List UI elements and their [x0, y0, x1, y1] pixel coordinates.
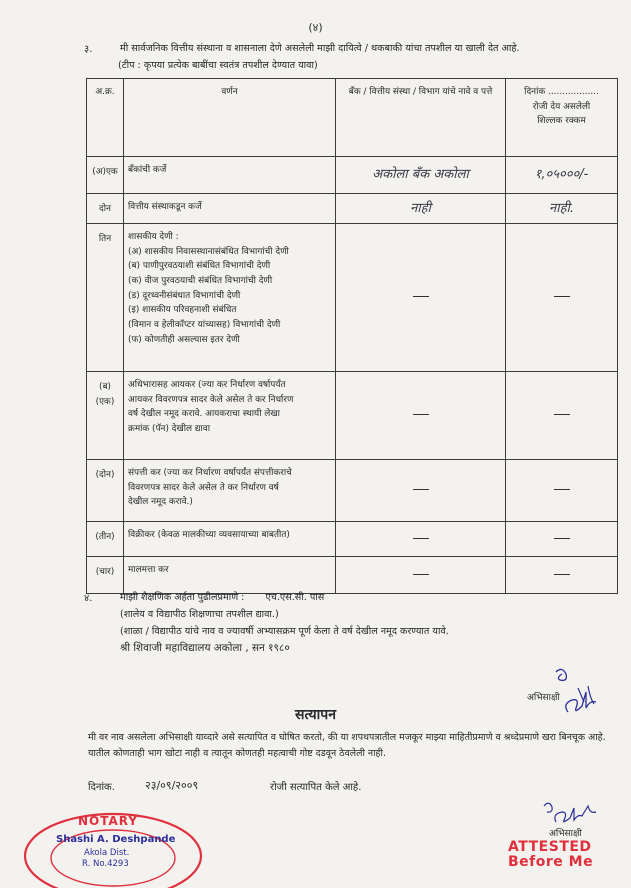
row-amount — [506, 557, 618, 594]
education-label: माझी शैक्षणिक अर्हता पुढीलप्रमाणे : — [120, 592, 245, 603]
row-description — [124, 557, 336, 594]
row-bank — [336, 372, 506, 460]
section-3-note: (टीप : कृपया प्रत्येक बाबींचा स्वतंत्र तपशील देण्यात यावा) — [118, 60, 318, 71]
header-amount-balance: शिल्लक रक्कम — [537, 116, 586, 127]
header-serial: अ.क्र. — [87, 79, 124, 157]
row-description-line: वित्तीय संस्थाकडून कर्जे — [128, 202, 202, 212]
row-amount — [506, 194, 618, 224]
row-description-line: विक्रीकर (केवळ मालकीच्या व्यवसायाच्या बाबतीत) — [128, 530, 290, 540]
row-description-line: विवरणपत्र सादर केले असेल ते कर निर्धारण वर्ष — [128, 482, 279, 493]
dash-mark — [413, 414, 429, 415]
date-suffix: रोजी सत्यापित केले आहे. — [270, 782, 362, 793]
handwritten-bank: नाही — [410, 200, 431, 216]
row-description-line: (क) वीज पुरवठयाची संबंधित विभागांची देणी — [128, 276, 273, 287]
page-number: (४) — [308, 21, 323, 34]
row-serial: (चार) — [87, 557, 124, 594]
row-bank — [336, 224, 506, 372]
table-header-row — [87, 79, 618, 157]
row-description-line: (ड) दूरध्वनीसंबंधात विभागांची देणी — [128, 290, 241, 301]
row-amount — [506, 224, 618, 372]
row-description-line: (फ) कोणतीही असल्यास इतर देणी — [128, 334, 240, 345]
section-4-number: ४. — [84, 593, 93, 604]
table-row — [87, 224, 618, 372]
row-serial: (ब)(एक) — [87, 372, 124, 460]
dash-mark — [413, 489, 429, 490]
row-description — [124, 522, 336, 557]
section-3-number: ३. — [84, 44, 93, 55]
date-label: दिनांक. — [88, 782, 115, 793]
row-description-line: बँकांची कर्जे — [128, 165, 167, 175]
row-description-line: (इ) शासकीय परिवहनाशी संबंधित — [128, 305, 237, 316]
row-bank — [336, 157, 506, 194]
row-description-line: (अ) शासकीय निवासस्थानासंबंधित विभागांची देणी — [128, 246, 289, 257]
row-serial: (अ)एक — [87, 157, 124, 194]
education-value: एच.एस.सी. पास — [265, 592, 325, 603]
row-description-line: (ब) पाणीपुरवठयाशी संबंधित विभागांची देणी — [128, 261, 271, 272]
header-description: वर्णन — [124, 79, 336, 157]
notary-stamp-place: Akola Dist. — [84, 848, 130, 858]
handwritten-amount: १,०५०००/- — [534, 167, 589, 183]
row-description — [124, 460, 336, 522]
dash-mark — [554, 538, 570, 539]
row-description-line: आयकर विवरणपत्र सादर केले असेल ते कर निर्धारण — [128, 394, 294, 405]
row-amount — [506, 157, 618, 194]
dash-mark — [413, 574, 429, 575]
table-row — [87, 157, 618, 194]
row-description-line: क्रमांक (पॅन) देखील द्यावा — [128, 424, 211, 435]
row-bank — [336, 460, 506, 522]
dash-mark — [413, 296, 429, 297]
row-description-line: देखील नमूद करावे.) — [128, 497, 193, 508]
handwritten-amount: नाही. — [549, 200, 574, 216]
attested-stamp-line1: ATTESTED — [508, 839, 592, 855]
attested-stamp — [508, 840, 593, 871]
row-description — [124, 194, 336, 224]
table-row — [87, 557, 618, 594]
notary-stamp-name: Shashi A. Deshpande — [56, 834, 176, 845]
row-description — [124, 224, 336, 372]
signature-2-label: अभिसाक्षी — [549, 829, 582, 839]
signature-1-label: अभिसाक्षी — [527, 693, 560, 703]
education-note-1: (शालेय व विद्यापीठ शिक्षणाचा तपशील द्यावा.) — [120, 609, 279, 620]
verification-title: सत्यापन — [295, 707, 336, 723]
education-line — [120, 590, 324, 603]
row-bank — [336, 194, 506, 224]
dash-mark — [554, 489, 570, 490]
table-row — [87, 460, 618, 522]
table-row — [87, 522, 618, 557]
header-amount — [506, 79, 618, 157]
liabilities-table — [86, 78, 618, 594]
header-bank: बँक / वित्तीय संस्था / विभाग यांचे नावे व पत्ते — [336, 79, 506, 157]
notary-stamp-title: NOTARY — [78, 814, 139, 828]
row-description — [124, 372, 336, 460]
header-amount-date: दिनांक .................. — [524, 87, 599, 97]
handwritten-bank: अकोला बँक अकोला — [372, 167, 469, 183]
table-row — [87, 372, 618, 460]
row-description-line: मालमत्ता कर — [128, 565, 169, 575]
row-amount — [506, 522, 618, 557]
verification-text: मी वर नाव असलेला अभिसाक्षी याव्दारे असे सत्यापित व घोषित करतो, की या शपथपत्रातील मजकूर माझ्या माहितीप्रमाणे व श्रध्देप्रमाणे खरा बिनचूक आहे. यातील कोणताही भाग खोटा नाही व त्यातून कोणतही महत्वाची गोष्ट दडवून ठेवलेली नाही. — [88, 732, 606, 760]
row-serial: (तीन) — [87, 522, 124, 557]
education-note-2: (शाळा / विद्यापीठ यांचे नाव व ज्यावर्षी अभ्यासक्रम पूर्ण केला ते वर्ष देखील नमूद करण्यात यावे. — [120, 626, 449, 637]
notary-stamp-reg: R. No.4293 — [82, 859, 129, 869]
row-amount — [506, 372, 618, 460]
row-description-line: वर्ष देखील नमूद करावे. आयकराचा स्थायी लेखा — [128, 409, 280, 420]
row-description-line: शासकीय देणी : — [128, 232, 179, 242]
dash-mark — [413, 538, 429, 539]
row-description-line: (विमान व हेलीकॉप्टर यांच्यासह) विभागांची देणी — [128, 320, 281, 331]
dash-mark — [554, 574, 570, 575]
row-description-line: अधिभारासह आयकर (ज्या कर निर्धारण वर्षापर्यंत — [128, 380, 286, 390]
dash-mark — [554, 296, 570, 297]
dash-mark — [554, 414, 570, 415]
section-3-intro: मी सार्वजनिक वित्तीय संस्थाना व शासनाला देणे असलेली माझी दायित्वे / थकबाकी यांचा तपशील या खाली देत आहे. — [120, 43, 520, 54]
row-bank — [336, 522, 506, 557]
row-serial: तिन — [87, 224, 124, 372]
row-description-line: संपत्ती कर (ज्या कर निर्धारण वर्षापर्यंत संपत्तीकराचे — [128, 468, 292, 478]
table-row — [87, 194, 618, 224]
row-serial: (दोन) — [87, 460, 124, 522]
date-value: २३/०९/२००९ — [145, 779, 199, 792]
row-bank — [336, 557, 506, 594]
header-amount-due: रोजी देय असलेली — [532, 101, 591, 112]
row-description — [124, 157, 336, 194]
row-amount — [506, 460, 618, 522]
attested-stamp-line2: Before Me — [508, 854, 594, 871]
row-serial: दोन — [87, 194, 124, 224]
education-institution: श्री शिवाजी महाविद्यालय अकोला , सन १९८० — [120, 642, 290, 654]
notary-stamp — [18, 808, 208, 888]
